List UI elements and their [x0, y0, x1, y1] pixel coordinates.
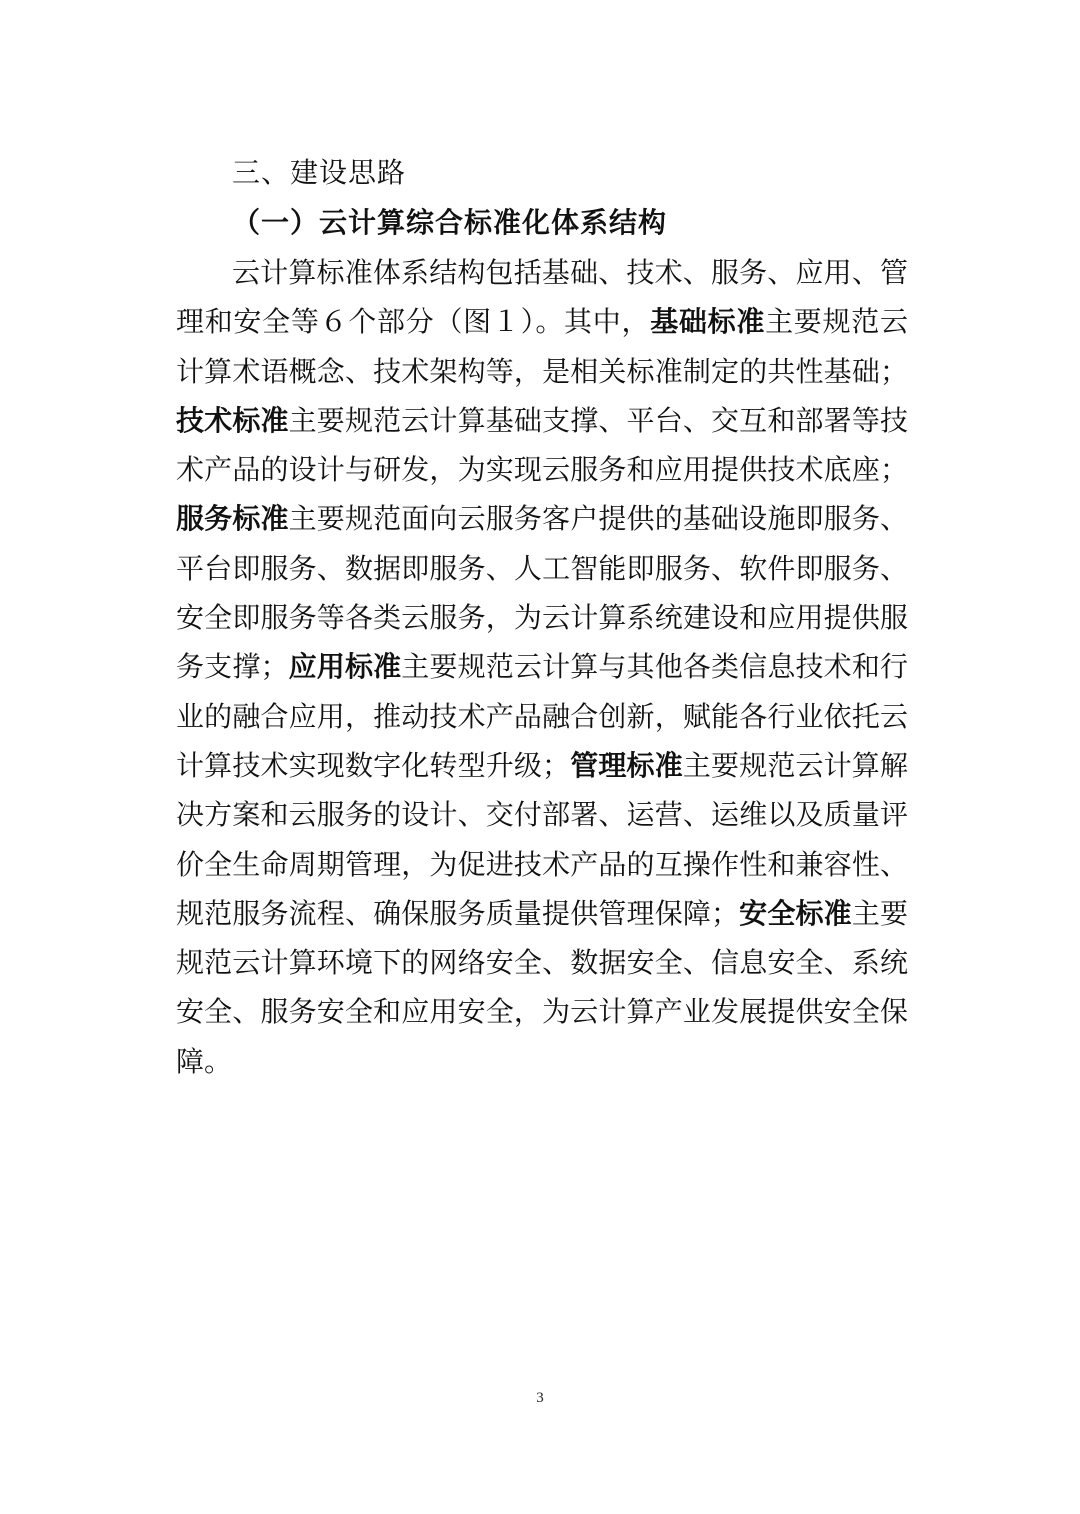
text-segment: 主要规范面向云服务客户提供的基础设施即服务、 [288, 502, 908, 536]
text-segment: 决方案和云服务的设计、交付部署、运营、运维以及质量评 [176, 798, 908, 832]
paragraph-line [176, 642, 908, 691]
paragraph-line [176, 297, 908, 346]
text-segment: 计算术语概念、技术架构等，是相关标准制定的共性基础； [176, 354, 908, 388]
section-heading: 三、建设思路 [232, 156, 407, 189]
text-segment: 务支撑； [176, 650, 289, 684]
paragraph-line [176, 692, 908, 741]
body-paragraph [176, 248, 908, 1086]
text-segment: 规范云计算环境下的网络安全、数据安全、信息安全、系统 [176, 946, 908, 980]
paragraph-line [176, 494, 908, 543]
subsection-heading: （一）云计算综合标准化体系结构 [232, 206, 668, 239]
text-segment: 安全即服务等各类云服务，为云计算系统建设和应用提供服 [176, 601, 908, 635]
paragraph-line [176, 347, 908, 396]
text-segment: 价全生命周期管理，为促进技术产品的互操作性和兼容性、 [176, 847, 908, 881]
text-segment: 主要规范云计算解 [682, 748, 908, 782]
text-segment: 主要规范云计算基础支撑、平台、交互和部署等技 [288, 403, 908, 437]
text-segment: 主要 [851, 896, 908, 930]
paragraph-line [176, 248, 908, 297]
paragraph-line [176, 544, 908, 593]
paragraph-line [176, 790, 908, 839]
text-segment: 主要规范云 [765, 305, 908, 339]
bold-term: 技术标准 [176, 403, 289, 437]
paragraph-line [176, 396, 908, 445]
text-segment: 业的融合应用，推动技术产品融合创新，赋能各行业依托云 [176, 699, 908, 733]
bold-term: 应用标准 [288, 650, 402, 684]
paragraph-line [176, 889, 908, 938]
bold-term: 基础标准 [650, 305, 766, 339]
text-segment: 平台即服务、数据即服务、人工智能即服务、软件即服务、 [176, 551, 908, 585]
paragraph-line [176, 445, 908, 494]
text-segment: 云计算标准体系结构包括基础、技术、服务、应用、管 [232, 256, 908, 289]
paragraph-line [176, 938, 908, 987]
paragraph-line [176, 741, 908, 790]
bold-term: 管理标准 [570, 748, 683, 782]
text-segment: 主要规范云计算与其他各类信息技术和行 [401, 650, 908, 684]
page-content [176, 148, 908, 1086]
text-segment: 障。 [176, 1044, 233, 1078]
text-segment: 理和安全等６个部分（图１）。其中， [176, 305, 651, 339]
paragraph-line [176, 1037, 908, 1086]
bold-term: 安全标准 [739, 896, 852, 930]
text-segment: 计算技术实现数字化转型升级； [176, 748, 571, 782]
paragraph-line [176, 840, 908, 889]
page-number: 3 [536, 1390, 544, 1406]
bold-term: 服务标准 [176, 502, 289, 536]
text-segment: 规范服务流程、确保服务质量提供管理保障； [176, 896, 740, 930]
paragraph-line [176, 987, 908, 1036]
paragraph-line [176, 593, 908, 642]
text-segment: 术产品的设计与研发，为实现云服务和应用提供技术底座； [176, 453, 908, 487]
text-segment: 安全、服务安全和应用安全，为云计算产业发展提供安全保 [176, 995, 908, 1029]
